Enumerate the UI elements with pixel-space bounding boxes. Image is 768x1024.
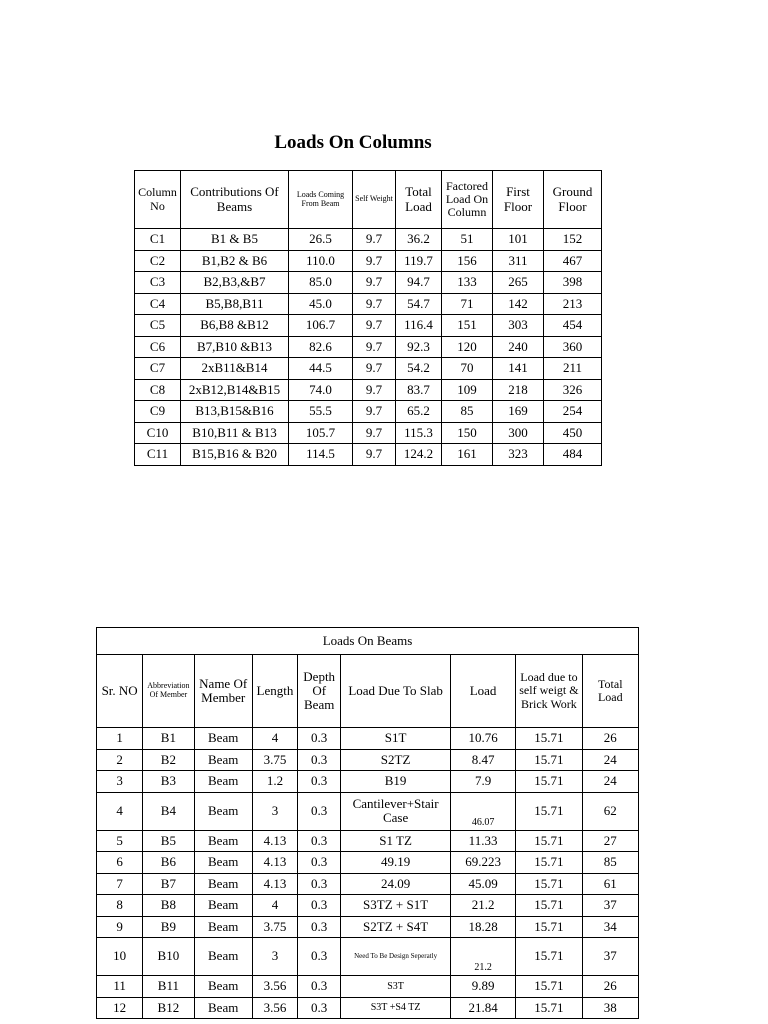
cell-self-weight: 9.7 [353,379,396,401]
cell-self-weight: 9.7 [353,250,396,272]
header-factored-load: Factored Load On Column [442,171,493,229]
cell-depth: 0.3 [298,771,341,793]
cell-total-load: 54.7 [396,293,442,315]
header-self-weight: Self Weight [353,171,396,229]
cell-column-no: C11 [135,444,181,466]
cell-loads-from-beam: 105.7 [289,422,353,444]
cell-self-weight-brick: 15.71 [516,792,582,830]
cell-self-weight: 9.7 [353,401,396,423]
header-load: Load [450,655,515,728]
cell-load: 21.2 [450,938,515,976]
cell-member-name: Beam [194,916,252,938]
cell-self-weight-brick: 15.71 [516,749,582,771]
cell-factored-load: 150 [442,422,493,444]
header-self-weight-brick: Load due to self weigt & Brick Work [516,655,582,728]
header-loads-from-beam: Loads Coming From Beam [289,171,353,229]
cell-loads-from-beam: 74.0 [289,379,353,401]
cell-total-load: 62 [582,792,638,830]
cell-self-weight-brick: 15.71 [516,976,582,998]
column-row [135,422,602,444]
cell-length: 4 [252,895,297,917]
cell-ground-floor: 360 [544,336,602,358]
column-row [135,444,602,466]
cell-loads-from-beam: 26.5 [289,229,353,251]
cell-abbreviation: B8 [143,895,194,917]
column-row [135,293,602,315]
cell-load: 10.76 [450,728,515,750]
cell-first-floor: 300 [493,422,544,444]
cell-loads-from-beam: 85.0 [289,272,353,294]
cell-abbreviation: B4 [143,792,194,830]
cell-depth: 0.3 [298,792,341,830]
cell-load: 8.47 [450,749,515,771]
cell-ground-floor: 450 [544,422,602,444]
cell-self-weight-brick: 15.71 [516,938,582,976]
cell-first-floor: 311 [493,250,544,272]
cell-length: 4.13 [252,830,297,852]
cell-abbreviation: B2 [143,749,194,771]
cell-sr-no: 11 [97,976,143,998]
cell-column-no: C7 [135,358,181,380]
column-row [135,336,602,358]
cell-member-name: Beam [194,895,252,917]
cell-total-load: 34 [582,916,638,938]
beam-row [97,830,639,852]
cell-ground-floor: 152 [544,229,602,251]
cell-abbreviation: B5 [143,830,194,852]
cell-first-floor: 303 [493,315,544,337]
cell-contributions: B15,B16 & B20 [181,444,289,466]
cell-load: 9.89 [450,976,515,998]
cell-member-name: Beam [194,976,252,998]
cell-depth: 0.3 [298,895,341,917]
cell-sr-no: 7 [97,873,143,895]
cell-load: 21.84 [450,997,515,1019]
cell-contributions: B7,B10 &B13 [181,336,289,358]
header-total-load: Total Load [396,171,442,229]
cell-contributions: B5,B8,B11 [181,293,289,315]
cell-member-name: Beam [194,938,252,976]
beam-row [97,997,639,1019]
cell-column-no: C1 [135,229,181,251]
cell-total-load: 85 [582,852,638,874]
header-load-due-to-slab: Load Due To Slab [341,655,451,728]
cell-total-load: 65.2 [396,401,442,423]
cell-sr-no: 5 [97,830,143,852]
cell-load-due-to-slab: S3TZ + S1T [341,895,451,917]
cell-self-weight: 9.7 [353,293,396,315]
cell-factored-load: 151 [442,315,493,337]
cell-first-floor: 323 [493,444,544,466]
cell-member-name: Beam [194,997,252,1019]
cell-load-due-to-slab: S3T [341,976,451,998]
beam-row [97,938,639,976]
cell-length: 4.13 [252,852,297,874]
cell-self-weight-brick: 15.71 [516,895,582,917]
header-member-name: Name Of Member [194,655,252,728]
cell-contributions: B13,B15&B16 [181,401,289,423]
cell-factored-load: 133 [442,272,493,294]
cell-load-due-to-slab: S1 TZ [341,830,451,852]
cell-factored-load: 156 [442,250,493,272]
cell-first-floor: 141 [493,358,544,380]
cell-abbreviation: B1 [143,728,194,750]
cell-total-load: 124.2 [396,444,442,466]
cell-loads-from-beam: 82.6 [289,336,353,358]
cell-member-name: Beam [194,749,252,771]
cell-total-load: 115.3 [396,422,442,444]
cell-column-no: C3 [135,272,181,294]
cell-loads-from-beam: 45.0 [289,293,353,315]
header-depth: Depth Of Beam [298,655,341,728]
cell-ground-floor: 454 [544,315,602,337]
cell-contributions: B6,B8 &B12 [181,315,289,337]
column-row [135,272,602,294]
cell-factored-load: 120 [442,336,493,358]
cell-self-weight-brick: 15.71 [516,997,582,1019]
cell-self-weight-brick: 15.71 [516,728,582,750]
header-ground-floor: Ground Floor [544,171,602,229]
cell-total-load: 24 [582,749,638,771]
cell-load-due-to-slab: S2TZ [341,749,451,771]
cell-total-load: 37 [582,938,638,976]
cell-depth: 0.3 [298,728,341,750]
cell-column-no: C2 [135,250,181,272]
cell-total-load: 37 [582,895,638,917]
cell-self-weight-brick: 15.71 [516,771,582,793]
cell-self-weight: 9.7 [353,336,396,358]
cell-load-due-to-slab: S1T [341,728,451,750]
cell-self-weight: 9.7 [353,315,396,337]
cell-load: 18.28 [450,916,515,938]
beam-row [97,728,639,750]
cell-factored-load: 85 [442,401,493,423]
beams-table [96,627,639,1019]
cell-total-load: 54.2 [396,358,442,380]
column-row [135,379,602,401]
cell-column-no: C10 [135,422,181,444]
header-abbreviation: Abbreviation Of Member [143,655,194,728]
cell-length: 3.75 [252,749,297,771]
cell-depth: 0.3 [298,873,341,895]
cell-sr-no: 9 [97,916,143,938]
cell-self-weight: 9.7 [353,358,396,380]
beam-row [97,916,639,938]
cell-loads-from-beam: 106.7 [289,315,353,337]
cell-total-load: 36.2 [396,229,442,251]
beams-header-row [97,655,639,728]
cell-sr-no: 12 [97,997,143,1019]
cell-load: 46.07 [450,792,515,830]
cell-load-due-to-slab: 49.19 [341,852,451,874]
cell-self-weight-brick: 15.71 [516,830,582,852]
cell-load-due-to-slab: S3T +S4 TZ [341,997,451,1019]
cell-length: 1.2 [252,771,297,793]
cell-total-load: 27 [582,830,638,852]
cell-load: 21.2 [450,895,515,917]
header-sr-no: Sr. NO [97,655,143,728]
cell-total-load: 26 [582,976,638,998]
column-row [135,315,602,337]
cell-load: 45.09 [450,873,515,895]
cell-length: 3.75 [252,916,297,938]
beam-row [97,852,639,874]
cell-total-load: 61 [582,873,638,895]
cell-load: 7.9 [450,771,515,793]
column-row [135,401,602,423]
cell-depth: 0.3 [298,916,341,938]
cell-length: 4 [252,728,297,750]
cell-contributions: B10,B11 & B13 [181,422,289,444]
cell-loads-from-beam: 114.5 [289,444,353,466]
cell-column-no: C5 [135,315,181,337]
cell-member-name: Beam [194,830,252,852]
cell-column-no: C6 [135,336,181,358]
column-row [135,358,602,380]
cell-self-weight-brick: 15.71 [516,916,582,938]
cell-sr-no: 3 [97,771,143,793]
cell-abbreviation: B3 [143,771,194,793]
cell-depth: 0.3 [298,852,341,874]
cell-self-weight: 9.7 [353,422,396,444]
header-column-no: Column No [135,171,181,229]
cell-length: 3.56 [252,997,297,1019]
cell-first-floor: 240 [493,336,544,358]
cell-self-weight-brick: 15.71 [516,852,582,874]
cell-abbreviation: B10 [143,938,194,976]
header-length: Length [252,655,297,728]
cell-factored-load: 51 [442,229,493,251]
cell-abbreviation: B7 [143,873,194,895]
columns-title: Loads On Columns [274,132,432,153]
cell-ground-floor: 398 [544,272,602,294]
cell-depth: 0.3 [298,749,341,771]
beam-row [97,749,639,771]
cell-length: 3 [252,792,297,830]
cell-member-name: Beam [194,771,252,793]
cell-first-floor: 142 [493,293,544,315]
cell-ground-floor: 484 [544,444,602,466]
cell-sr-no: 10 [97,938,143,976]
cell-depth: 0.3 [298,830,341,852]
cell-contributions: B1 & B5 [181,229,289,251]
cell-factored-load: 71 [442,293,493,315]
beam-row [97,895,639,917]
cell-load-due-to-slab: B19 [341,771,451,793]
cell-sr-no: 6 [97,852,143,874]
cell-length: 3.56 [252,976,297,998]
cell-abbreviation: B11 [143,976,194,998]
cell-ground-floor: 211 [544,358,602,380]
cell-load-due-to-slab: Need To Be Design Seperatly [341,938,451,976]
cell-sr-no: 2 [97,749,143,771]
cell-member-name: Beam [194,852,252,874]
cell-first-floor: 265 [493,272,544,294]
cell-factored-load: 109 [442,379,493,401]
cell-self-weight-brick: 15.71 [516,873,582,895]
cell-member-name: Beam [194,792,252,830]
cell-depth: 0.3 [298,997,341,1019]
cell-sr-no: 8 [97,895,143,917]
cell-total-load: 94.7 [396,272,442,294]
cell-self-weight: 9.7 [353,444,396,466]
beam-row [97,771,639,793]
cell-abbreviation: B6 [143,852,194,874]
cell-load-due-to-slab: S2TZ + S4T [341,916,451,938]
beam-row [97,792,639,830]
cell-load-due-to-slab: Cantilever+Stair Case [341,792,451,830]
cell-factored-load: 70 [442,358,493,380]
cell-loads-from-beam: 110.0 [289,250,353,272]
columns-table [134,170,602,466]
cell-contributions: 2xB11&B14 [181,358,289,380]
cell-self-weight: 9.7 [353,272,396,294]
cell-length: 4.13 [252,873,297,895]
cell-length: 3 [252,938,297,976]
cell-total-load: 119.7 [396,250,442,272]
cell-first-floor: 169 [493,401,544,423]
cell-total-load: 26 [582,728,638,750]
beam-row [97,976,639,998]
cell-contributions: B1,B2 & B6 [181,250,289,272]
cell-load: 69.223 [450,852,515,874]
cell-member-name: Beam [194,873,252,895]
cell-total-load: 92.3 [396,336,442,358]
cell-contributions: 2xB12,B14&B15 [181,379,289,401]
header-beam-total-load: Total Load [582,655,638,728]
cell-total-load: 116.4 [396,315,442,337]
cell-column-no: C9 [135,401,181,423]
cell-first-floor: 218 [493,379,544,401]
cell-ground-floor: 467 [544,250,602,272]
cell-ground-floor: 213 [544,293,602,315]
cell-sr-no: 4 [97,792,143,830]
beams-caption: Loads On Beams [97,628,639,655]
cell-first-floor: 101 [493,229,544,251]
header-contributions: Contributions Of Beams [181,171,289,229]
header-first-floor: First Floor [493,171,544,229]
cell-total-load: 24 [582,771,638,793]
cell-sr-no: 1 [97,728,143,750]
cell-loads-from-beam: 55.5 [289,401,353,423]
cell-depth: 0.3 [298,976,341,998]
cell-total-load: 83.7 [396,379,442,401]
columns-header-row [135,171,602,229]
column-row [135,229,602,251]
cell-load: 11.33 [450,830,515,852]
beam-row [97,873,639,895]
cell-member-name: Beam [194,728,252,750]
cell-abbreviation: B9 [143,916,194,938]
cell-factored-load: 161 [442,444,493,466]
cell-ground-floor: 254 [544,401,602,423]
cell-self-weight: 9.7 [353,229,396,251]
cell-depth: 0.3 [298,938,341,976]
cell-column-no: C8 [135,379,181,401]
cell-abbreviation: B12 [143,997,194,1019]
cell-ground-floor: 326 [544,379,602,401]
cell-load-due-to-slab: 24.09 [341,873,451,895]
cell-total-load: 38 [582,997,638,1019]
cell-loads-from-beam: 44.5 [289,358,353,380]
cell-contributions: B2,B3,&B7 [181,272,289,294]
column-row [135,250,602,272]
cell-column-no: C4 [135,293,181,315]
